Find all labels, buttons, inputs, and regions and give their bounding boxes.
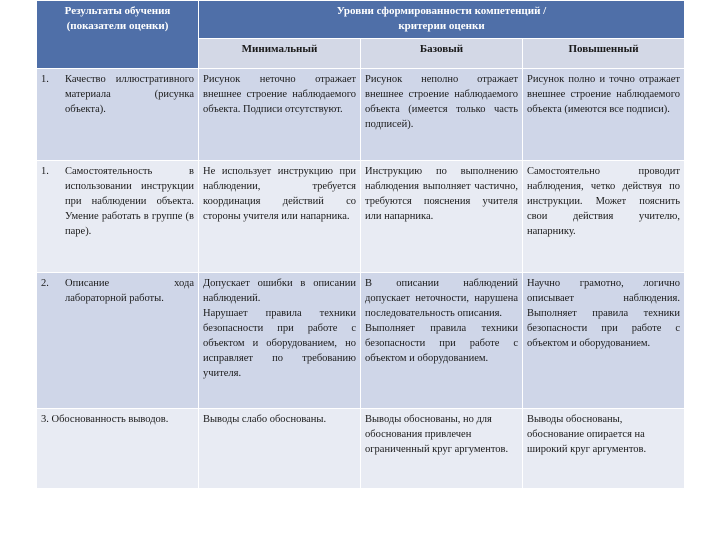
row2-number: 1.	[41, 166, 49, 177]
header-levels-line2: критерии оценки	[398, 20, 485, 32]
row3-criterion: Описание хода лабораторной работы.	[65, 278, 194, 304]
header-competency-levels	[199, 1, 685, 39]
table-row	[37, 69, 685, 161]
table-row	[37, 161, 685, 273]
header-minimal: Минимальный	[199, 39, 361, 69]
row3-basic-p1: В описании наблюдений допускает неточности, нарушена последовательность описания.	[365, 278, 518, 319]
row3-minimal-p2: Нарушает правила техники безопасности при работе с объектом и оборудованием, но исправляет по требованию учителя.	[203, 308, 356, 379]
competency-table-sheet	[36, 0, 684, 489]
row3-number: 2.	[41, 278, 49, 289]
table-row	[37, 409, 685, 489]
row4-criterion: 3. Обоснованность выводов.	[37, 409, 199, 489]
row2-advanced: Самостоятельно проводит наблюдения, четко действуя по инструкции. Может пояснить свои действия учителю, напарнику.	[523, 161, 685, 273]
row1-advanced: Рисунок полно и точно отражает внешнее строение наблюдаемого объекта (имеются все подписи).	[523, 69, 685, 161]
header-basic: Базовый	[361, 39, 523, 69]
row2-criterion-cell	[37, 161, 199, 273]
header-levels-line1: Уровни сформированности компетенций /	[336, 5, 547, 17]
row3-basic	[361, 273, 523, 409]
row2-basic: Инструкцию по выполнению наблюдения выполняет частично, требуются пояснения учителя или напарника.	[361, 161, 523, 273]
row3-minimal	[199, 273, 361, 409]
row4-basic: Выводы обоснованы, но для обоснования привлечен ограниченный круг аргументов.	[361, 409, 523, 489]
row2-minimal: Не использует инструкцию при наблюдении, требуется координация действий со стороны учителя или напарника.	[199, 161, 361, 273]
row1-criterion-cell	[37, 69, 199, 161]
header-advanced: Повышенный	[523, 39, 685, 69]
row2-criterion: Самостоятельность в использовании инструкции при наблюдении объекта. Умение работать в группе (в паре).	[65, 166, 194, 237]
row3-minimal-p1: Допускает ошибки в описании наблюдений.	[203, 278, 356, 304]
row3-criterion-cell	[37, 273, 199, 409]
header-learning-results: Результаты обучения (показатели оценки)	[37, 1, 199, 69]
row1-minimal: Рисунок неточно отражает внешнее строение наблюдаемого объекта. Подписи отсутствуют.	[199, 69, 361, 161]
table-row	[37, 273, 685, 409]
competency-assessment-table	[36, 0, 685, 489]
row1-number: 1.	[41, 74, 49, 85]
row4-minimal: Выводы слабо обоснованы.	[199, 409, 361, 489]
row3-basic-p2: Выполняет правила техники безопасности при работе с объектом и оборудованием.	[365, 323, 518, 364]
row3-advanced: Научно грамотно, логично описывает наблюдения. Выполняет правила техники безопасности при работе с объектом и оборудованием.	[523, 273, 685, 409]
row1-basic: Рисунок неполно отражает внешнее строение наблюдаемого объекта (имеется только часть подписей).	[361, 69, 523, 161]
row1-criterion: Качество иллюстративного материала (рисунка объекта).	[65, 74, 194, 115]
row4-advanced: Выводы обоснованы, обоснование опирается на широкий круг аргументов.	[523, 409, 685, 489]
